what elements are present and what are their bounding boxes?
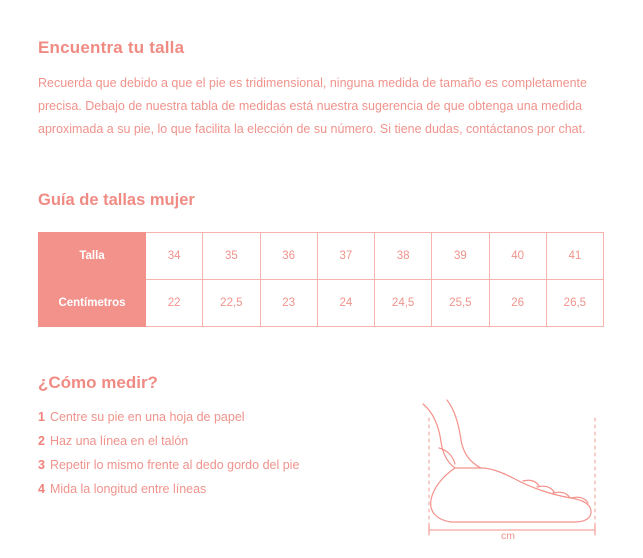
table-cell: 25,5	[432, 280, 489, 327]
step-text: Mida la longitud entre líneas	[49, 482, 207, 496]
page-title: Encuentra tu talla	[38, 38, 185, 57]
table-cell: 22,5	[203, 280, 260, 327]
table-cell: 34	[146, 233, 203, 280]
step-number: 2	[38, 434, 45, 448]
table-cell: 39	[432, 233, 489, 280]
step-number: 3	[38, 458, 45, 472]
step-text: Repetir lo mismo frente al dedo gordo del pie	[49, 458, 300, 472]
size-guide-title: Guía de tallas mujer	[38, 191, 195, 209]
table-cell: 40	[489, 233, 546, 280]
table-cell: 23	[260, 280, 317, 327]
foot-measure-illustration	[403, 396, 613, 546]
table-cell: 26	[489, 280, 546, 327]
table-cell: 24,5	[375, 280, 432, 327]
row-header-talla: Talla	[39, 233, 146, 280]
size-table	[38, 232, 604, 327]
table-cell: 41	[546, 233, 603, 280]
step-text: Haz una línea en el talón	[49, 434, 189, 448]
step-text: Centre su pie en una hoja de papel	[49, 410, 245, 424]
measure-unit-label: cm	[501, 530, 515, 542]
table-cell: 38	[375, 233, 432, 280]
row-header-centimetros: Centímetros	[39, 280, 146, 327]
step-number: 4	[38, 482, 45, 496]
table-cell: 35	[203, 233, 260, 280]
table-cell: 24	[317, 280, 374, 327]
table-row	[39, 280, 604, 327]
table-cell: 36	[260, 233, 317, 280]
table-row	[39, 233, 604, 280]
table-cell: 37	[317, 233, 374, 280]
table-cell: 22	[146, 280, 203, 327]
intro-paragraph: Recuerda que debido a que el pie es tridimensional, ninguna medida de tamaño es completamente precisa. Debajo de nuestra tabla de medidas está nuestra sugerencia de que obtenga una medida aproximada a su pie, lo que facilita la elección de su número. Si tiene dudas, contáctanos por chat.	[38, 76, 587, 136]
how-to-measure-title: ¿Cómo medir?	[38, 373, 158, 392]
step-number: 1	[38, 410, 45, 424]
table-cell: 26,5	[546, 280, 603, 327]
